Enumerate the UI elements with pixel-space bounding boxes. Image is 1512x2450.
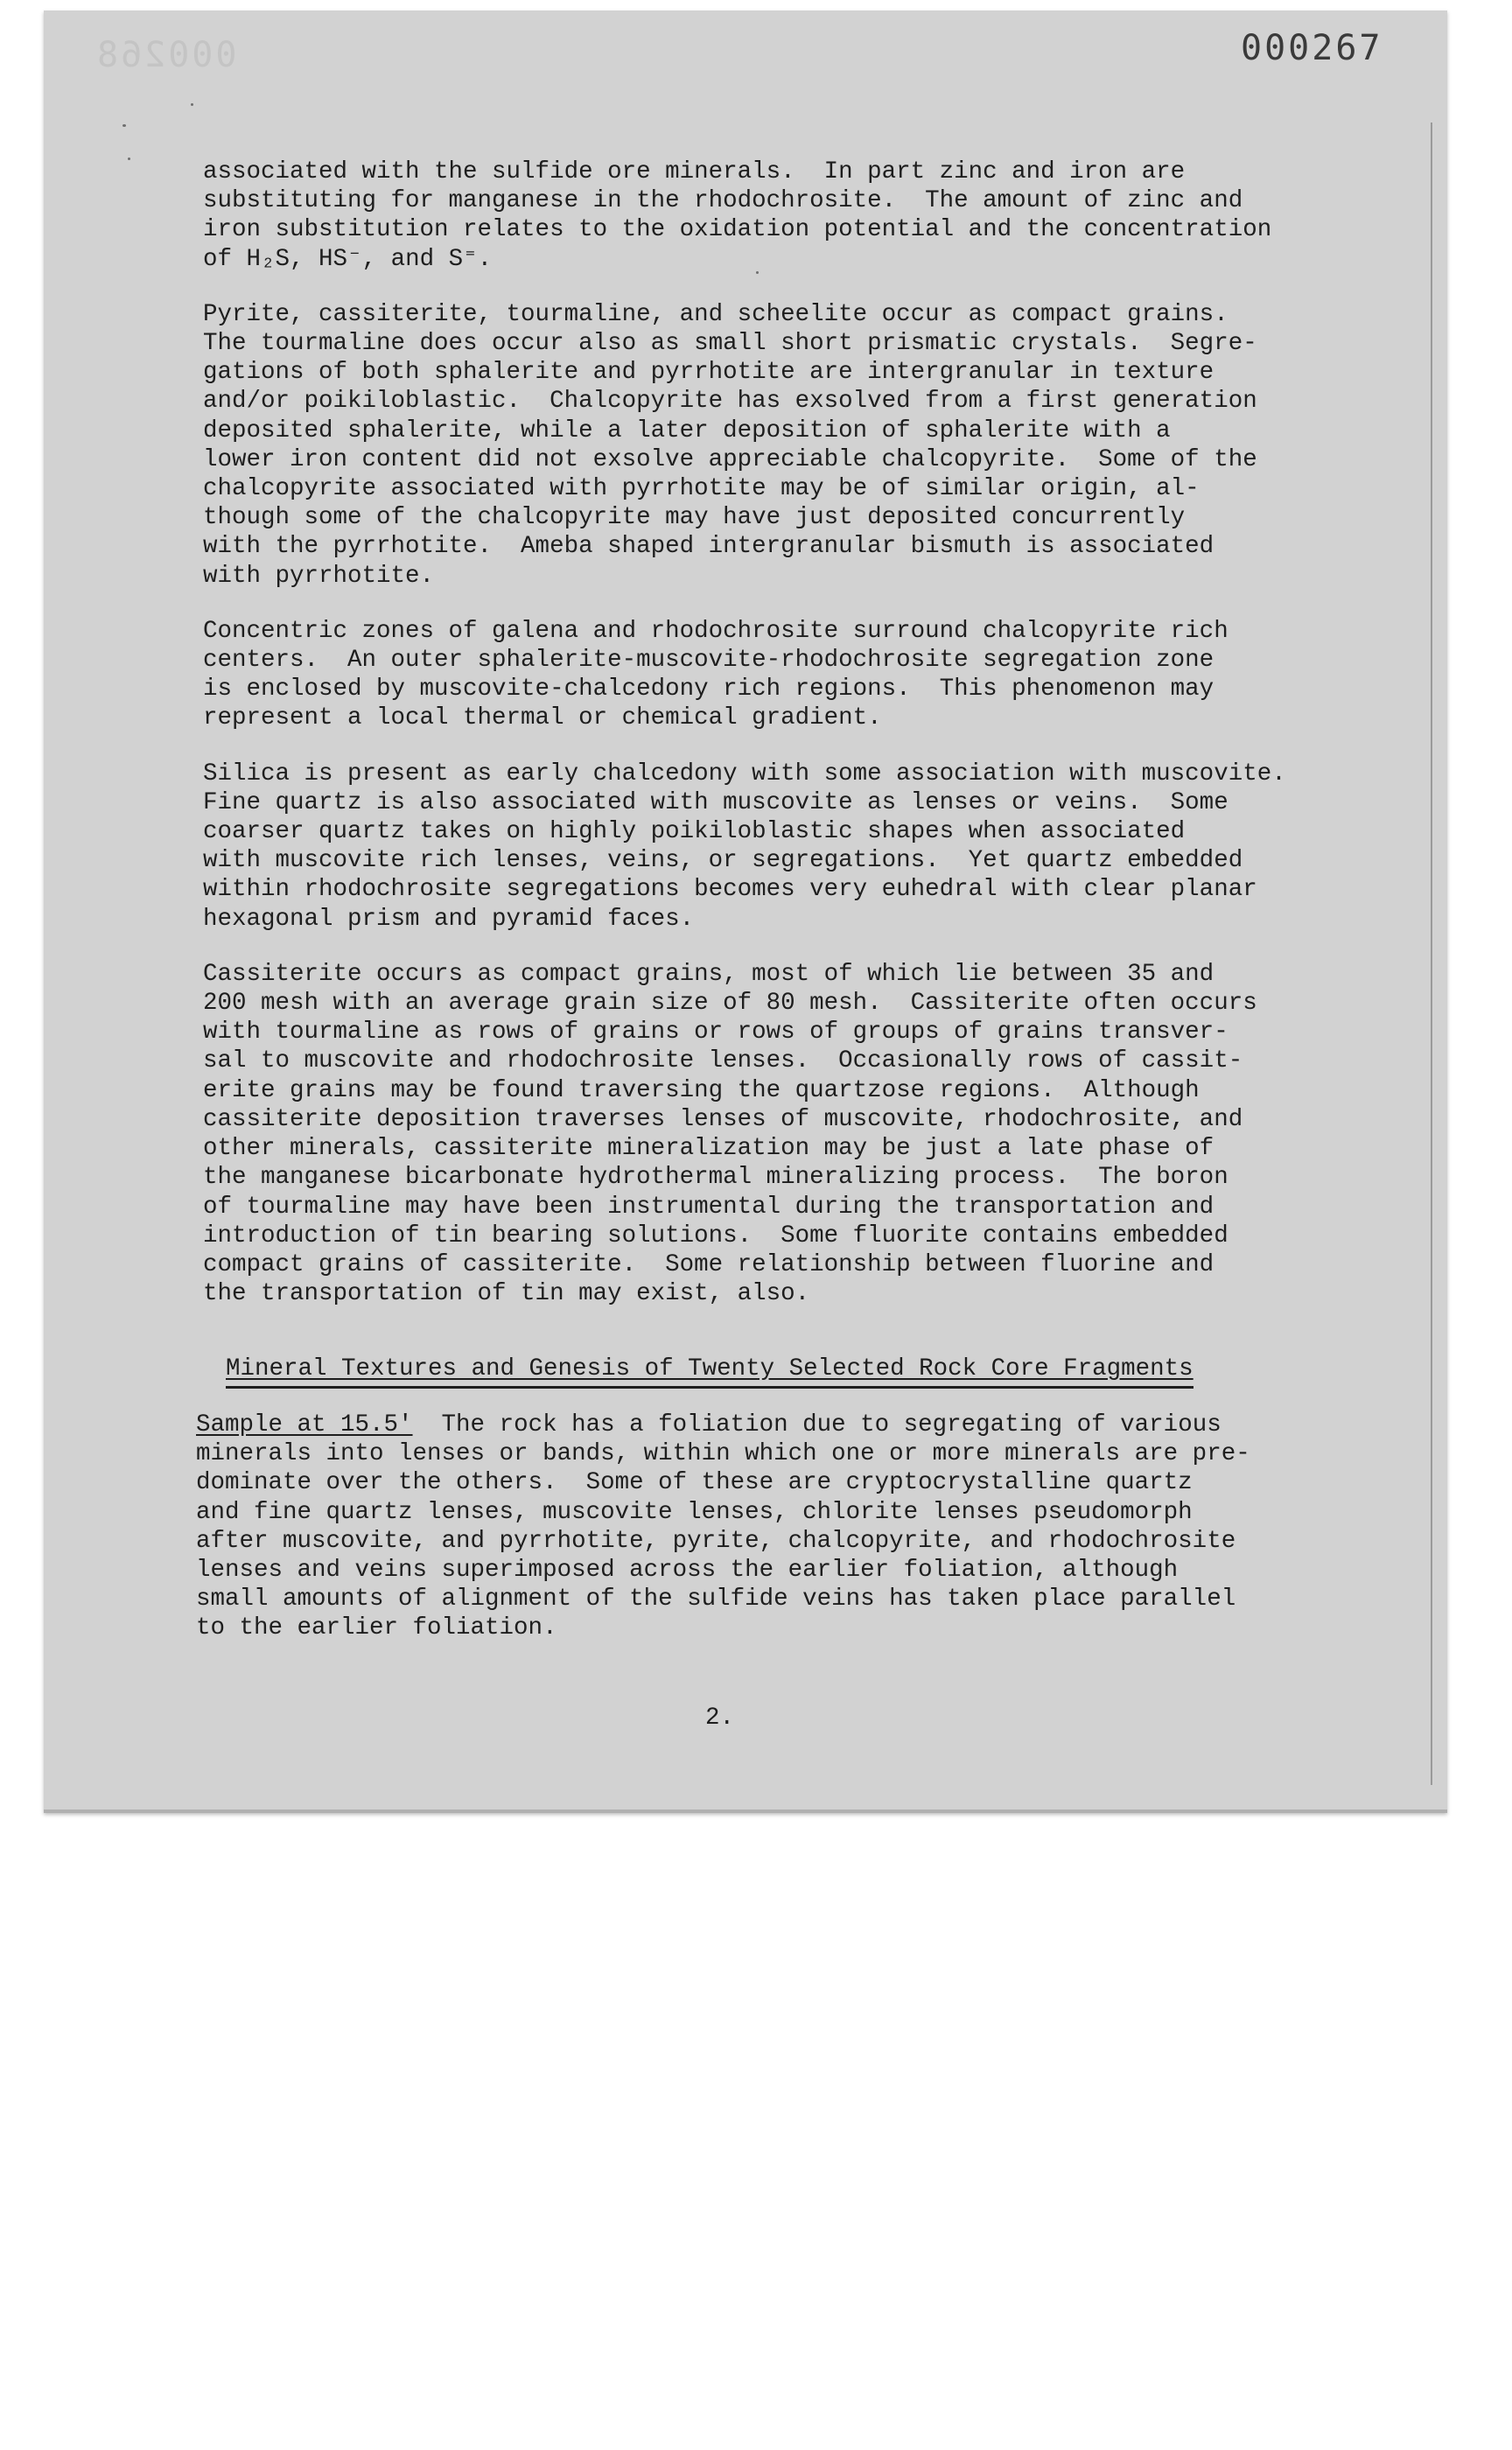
section-heading: Mineral Textures and Genesis of Twenty Selected Rock Core Fragments	[226, 1354, 1194, 1389]
document-body	[203, 158, 1340, 1334]
paragraph-silica: Silica is present as early chalcedony with some association with muscovite. Fine quartz is also associated with muscovite as lenses or veins. Some coarser quartz takes on highly poikiloblastic shapes when associated with muscovite rich lenses, veins, or segregations. Yet quartz embedded within rhodochrosite segregations becomes very euhedral with clear planar hexagonal prism and pyramid faces.	[203, 760, 1286, 933]
scan-speck	[128, 158, 130, 160]
paragraph-concentric-zones: Concentric zones of galena and rhodochrosite surround chalcopyrite rich centers. An outer sphalerite-muscovite-rhodochrosite segregation zone is enclosed by muscovite-chalcedony rich regions. This phenomenon may represent a local thermal or chemical gradient.	[203, 617, 1228, 732]
sample-label: Sample at 15.5'	[196, 1411, 413, 1438]
page-bottom-edge	[44, 1810, 1447, 1813]
sample-paragraph	[196, 1410, 1250, 1643]
paragraph-sulfide-substitution: associated with the sulfide ore minerals. In part zinc and iron are substituting for manganese in the rhodochrosite. The amount of zinc and iron substitution relates to the oxidation potential and the concentration of H₂S, HS⁻, and S⁼.	[203, 158, 1272, 273]
paragraph-compact-grains: Pyrite, cassiterite, tourmaline, and scheelite occur as compact grains. The tourmaline does occur also as small short prismatic crystals. Segre- gations of both sphalerite and pyrrhotite are intergranular in texture and/or poikiloblastic. Chalcopyrite has exsolved from a first generation deposited sphalerite, while a later deposition of sphalerite with a lower iron content did not exsolve appreciable chalcopyrite. Some of the chalcopyrite associated with pyrrhotite may be of similar origin, al- though some of the chalcopyrite may have just deposited concurrently with the pyrrhotite. Ameba shaped intergranular bismuth is associated with pyrrhotite.	[203, 300, 1257, 590]
page-right-edge	[1431, 122, 1432, 1785]
scan-speck	[122, 124, 126, 127]
sample-text: The rock has a foliation due to segregating of various minerals into lenses or bands, within which one or more minerals are pre- dominate over the others. Some of these are cryptocrystalline quartz and fine quartz lenses, muscovite lenses, chlorite lenses pseudomorph after muscovite, and pyrrhotite, pyrite, chalcopyrite, and rhodochrosite lenses and veins superimposed across the earlier foliation, although small amounts of alignment of the sulfide veins has taken place parallel to the earlier foliation.	[196, 1411, 1250, 1642]
document-stamp-number: 000267	[1241, 28, 1383, 68]
paragraph-cassiterite: Cassiterite occurs as compact grains, most of which lie between 35 and 200 mesh with an average grain size of 80 mesh. Cassiterite often occurs with tourmaline as rows of grains or rows of groups of grains transver- sal to muscovite and rhodochrosite lenses. Occasionally rows of cassit- erite grains may be found traversing the quartzose regions. Although cassiterite deposition traverses lenses of muscovite, rhodochrosite, and other minerals, cassiterite mineralization may be just a late phase of the manganese bicarbonate hydrothermal mineralizing process. The boron of tourmaline may have been instrumental during the transportation and introduction of tin bearing solutions. Some fluorite contains embedded compact grains of cassiterite. Some relationship between fluorine and the transportation of tin may exist, also.	[203, 960, 1257, 1308]
ghost-stamp-number: 000268	[94, 35, 237, 75]
page-number: 2.	[705, 1704, 735, 1732]
scan-speck	[191, 103, 193, 106]
